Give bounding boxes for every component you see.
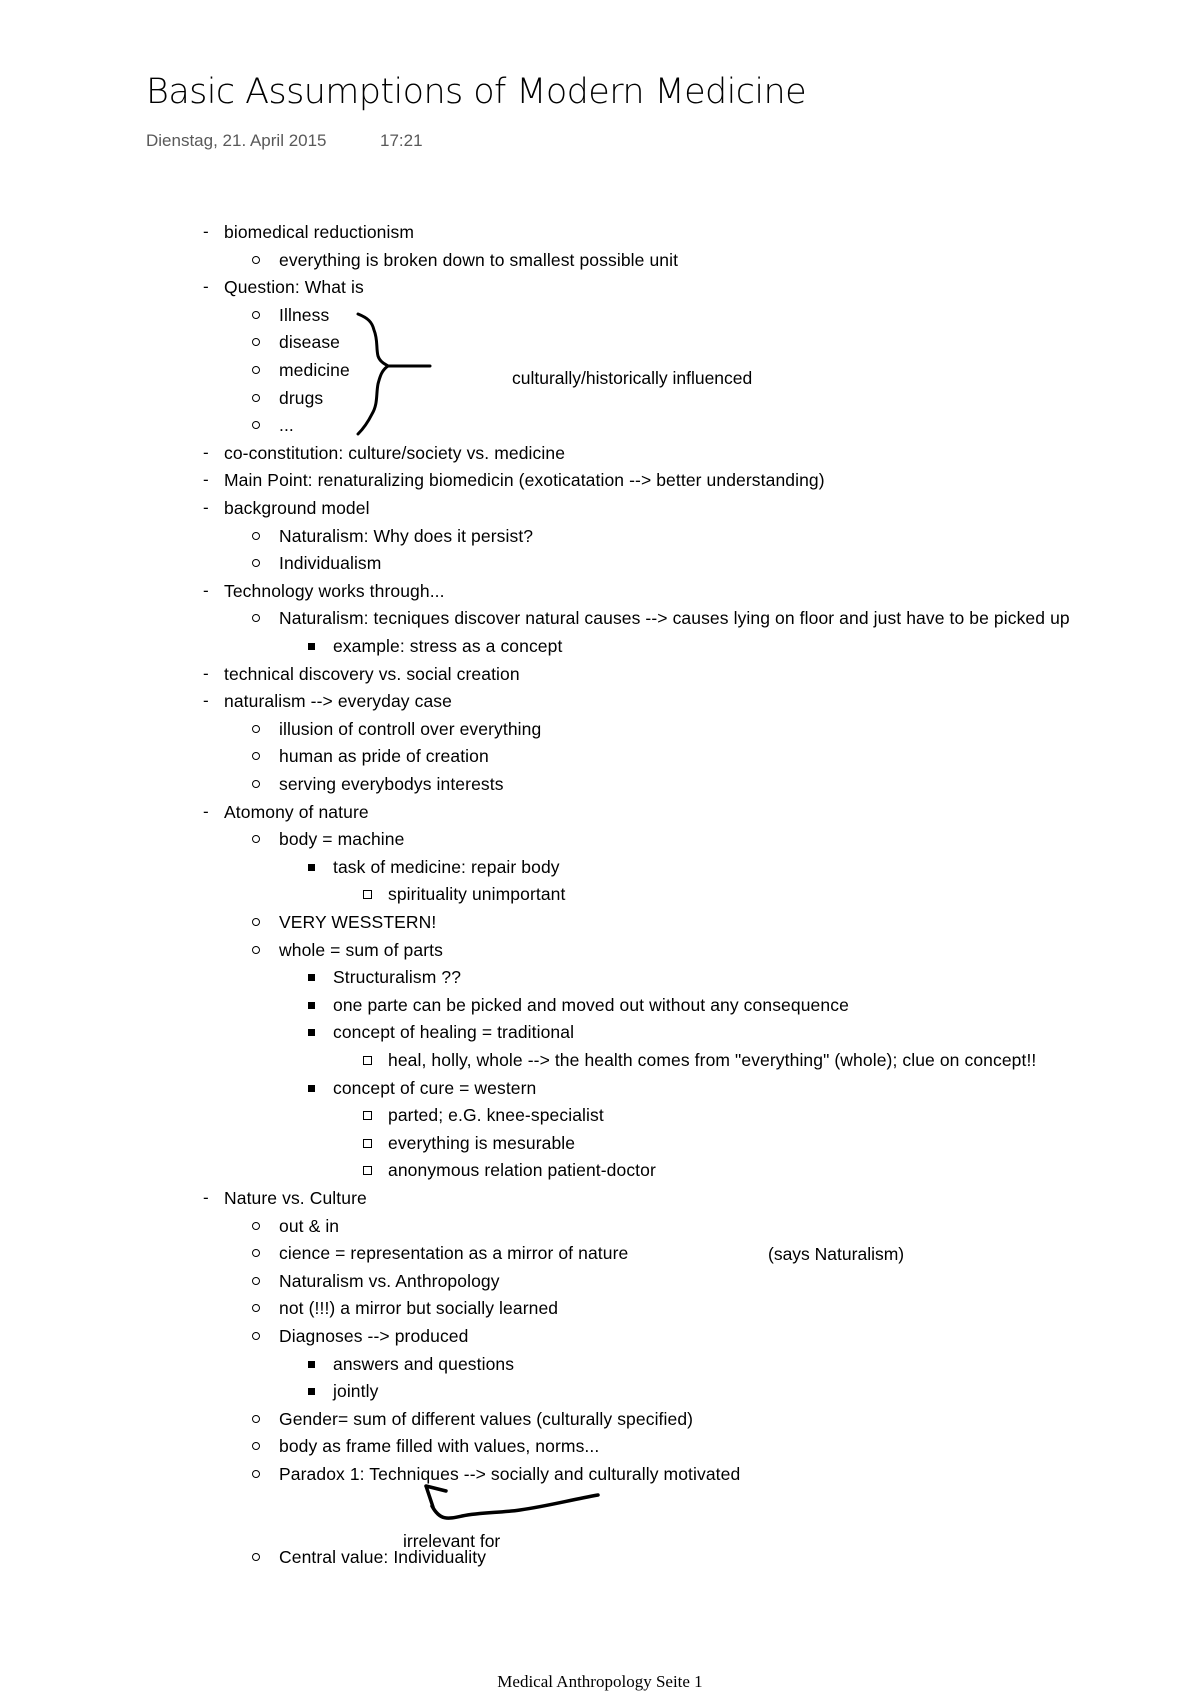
note-line: spirituality unimportant [388,884,566,905]
note-line: co-constitution: culture/society vs. medicine [224,442,566,463]
note-line: body as frame filled with values, norms... [279,1436,600,1457]
curly-brace-ink [358,314,388,434]
note-line: parted; e.G. knee-specialist [388,1105,604,1126]
note-line: Main Point: renaturalizing biomedicin (exoticatation --> better understanding) [224,470,825,491]
dash-bullet-icon: - [203,801,209,821]
note-line: background model [224,498,370,518]
note-line: concept of healing = traditional [333,1022,575,1043]
dash-bullet-icon: - [203,222,209,241]
dash-bullet-icon: - [203,470,209,490]
note-line: Individualism [279,553,382,574]
note-line: concept of cure = western [333,1077,537,1098]
note-line: example: stress as a concept [333,636,563,656]
note-line: human as pride of creation [279,746,489,767]
note-line: Gender= sum of different values (culturally specified) [279,1408,694,1429]
note-line: VERY WESSTERN! [279,912,437,932]
dash-bullet-icon: - [203,691,209,711]
note-line: naturalism --> everyday case [224,691,452,712]
note-line: Illness [279,304,330,325]
note-line: serving everybodys interests [279,774,504,794]
note-line: Nature vs. Culture [224,1188,367,1208]
note-line: everything is mesurable [388,1132,576,1153]
note-line: cience = representation as a mirror of nature [279,1243,629,1264]
note-line: ... [279,415,294,436]
note-line: Central value: Individuality [279,1546,487,1567]
note-line: Question: What is [224,277,364,298]
note-time: 17:21 [380,131,423,150]
dash-bullet-icon: - [203,1188,209,1207]
dash-bullet-icon: - [203,442,209,462]
note-line: whole = sum of parts [279,939,443,960]
note-line: illusion of controll over everything [279,718,542,739]
note-line: everything is broken down to smallest possible unit [279,249,679,270]
note-line: Naturalism: Why does it persist? [279,525,534,546]
arrow-curve-ink [432,1495,598,1518]
arrow-head-ink [426,1486,446,1507]
irrelevant-for-annotation: irrelevant for [403,1531,501,1551]
brace-annotation: culturally/historically influenced [512,368,753,388]
note-line: out & in [279,1215,340,1236]
note-line: not (!!!) a mirror but socially learned [279,1298,559,1319]
note-line: medicine [279,360,350,380]
note-line: Naturalism: tecniques discover natural causes --> causes lying on floor and just have to be picked up [279,608,1070,629]
note-line: anonymous relation patient-doctor [388,1160,656,1181]
note-line: answers and questions [333,1353,515,1374]
note-line: Paradox 1: Techniques --> socially and culturally motivated [279,1464,741,1484]
dash-bullet-icon: - [203,277,209,297]
note-date: Dienstag, 21. April 2015 [146,131,327,150]
page-title: Basic Assumptions of Modern Medicine [146,72,807,112]
page-footer: Medical Anthropology Seite 1 [497,1672,703,1691]
dash-bullet-icon: - [203,580,209,600]
note-line: task of medicine: repair body [333,856,560,877]
note-line: Technology works through... [224,580,445,601]
note-line: Structuralism ?? [333,967,462,988]
note-line: Naturalism vs. Anthropology [279,1270,500,1291]
dash-bullet-icon: - [203,663,209,683]
note-line: technical discovery vs. social creation [224,663,520,684]
note-line: one parte can be picked and moved out without any consequence [333,994,849,1015]
note-line: biomedical reductionism [224,222,415,242]
note-line: drugs [279,387,324,408]
note-line: disease [279,332,341,353]
note-line: jointly [333,1381,379,1402]
note-line: Atomony of nature [224,801,369,822]
dash-bullet-icon: - [203,498,209,517]
note-line: body = machine [279,829,405,850]
says-naturalism-annotation: (says Naturalism) [768,1244,905,1264]
note-line: heal, holly, whole --> the health comes from "everything" (whole); clue on concept!! [388,1050,1037,1070]
note-line: Diagnoses --> produced [279,1326,469,1346]
